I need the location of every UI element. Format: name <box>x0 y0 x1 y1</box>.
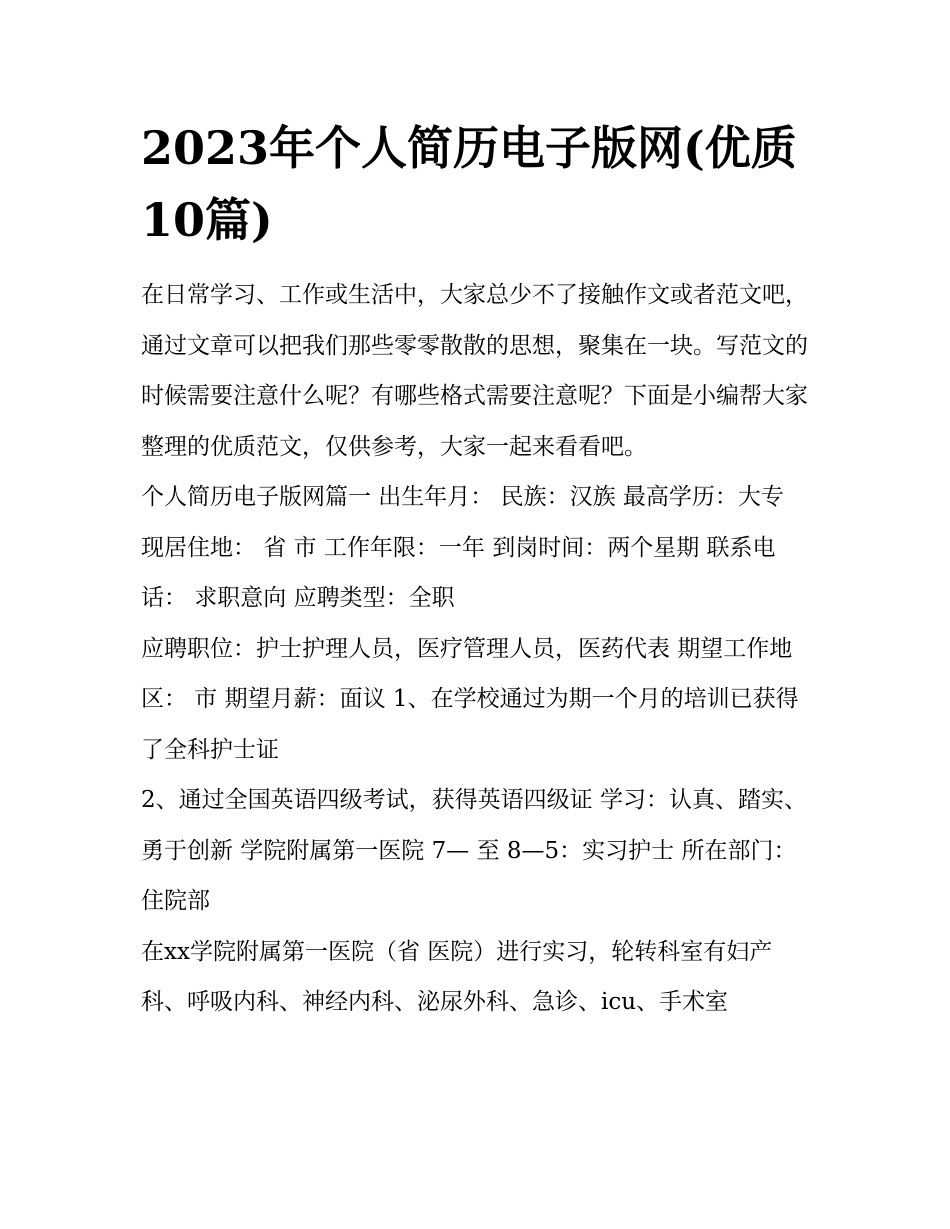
paragraph-intro: 在日常学习、工作或生活中，大家总少不了接触作文或者范文吧，通过文章可以把我们那些零零散散的思想，聚集在一块。写范文的时候需要注意什么呢？有哪些格式需要注意呢？下面是小编帮大家整理的优质范文，仅供参考，大家一起来看看吧。 <box>141 282 808 460</box>
paragraph-internship: 在xx学院附属第一医院（省 医院）进行实习，轮转科室有妇产科、呼吸内科、神经内科、泌尿外科、急诊、icu、手术室 <box>141 938 773 1015</box>
paragraph-job-position: 应聘职位：护士护理人员，医疗管理人员，医药代表 期望工作地区： 市 期望月薪：面议 1、在学校通过为期一个月的培训已获得了全科护士证 <box>141 635 799 763</box>
paragraph-certificates: 2、通过全国英语四级考试，获得英语四级证 学习：认真、踏实、勇于创新 学院附属第一医院 7— 至 8—5：实习护士 所在部门：住院部 <box>141 787 807 914</box>
paragraph-personal-info: 个人简历电子版网篇一 出生年月： 民族：汉族 最高学历：大专 现居住地： 省 市 工作年限：一年 到岗时间：两个星期 联系电话： 求职意向 应聘类型：全职 <box>141 484 784 611</box>
document-title: 2023年个人简历电子版网(优质10篇) <box>141 121 797 247</box>
document-body <box>141 112 813 1028</box>
